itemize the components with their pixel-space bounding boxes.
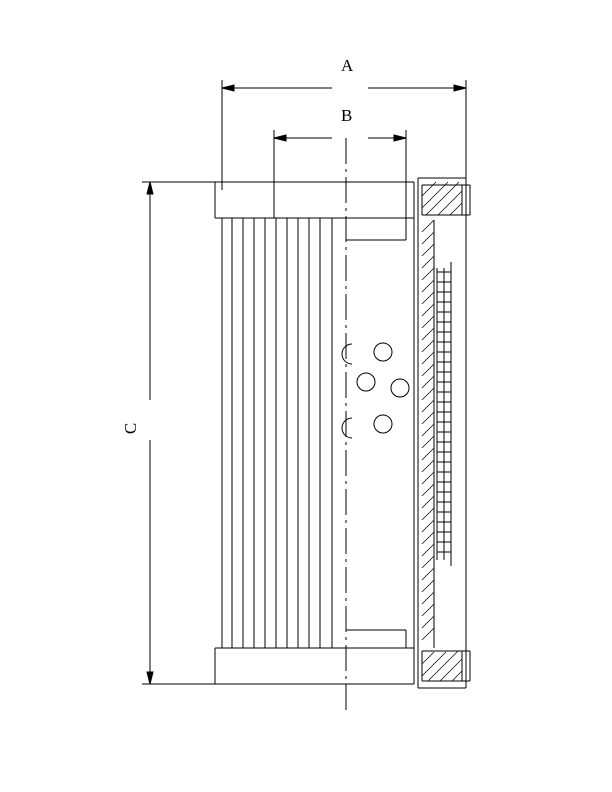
dimension-b-group <box>274 130 406 218</box>
dimension-c-group <box>142 182 215 684</box>
filter-body-outline <box>215 178 470 688</box>
dimension-label-c: C <box>121 422 141 435</box>
dimension-label-a: A <box>341 56 354 75</box>
dimension-a-group <box>222 80 466 190</box>
bypass-holes <box>342 343 409 438</box>
dimension-label-b: B <box>341 106 353 125</box>
pleated-media-lines <box>232 218 320 648</box>
support-tube-perforation <box>437 262 451 566</box>
